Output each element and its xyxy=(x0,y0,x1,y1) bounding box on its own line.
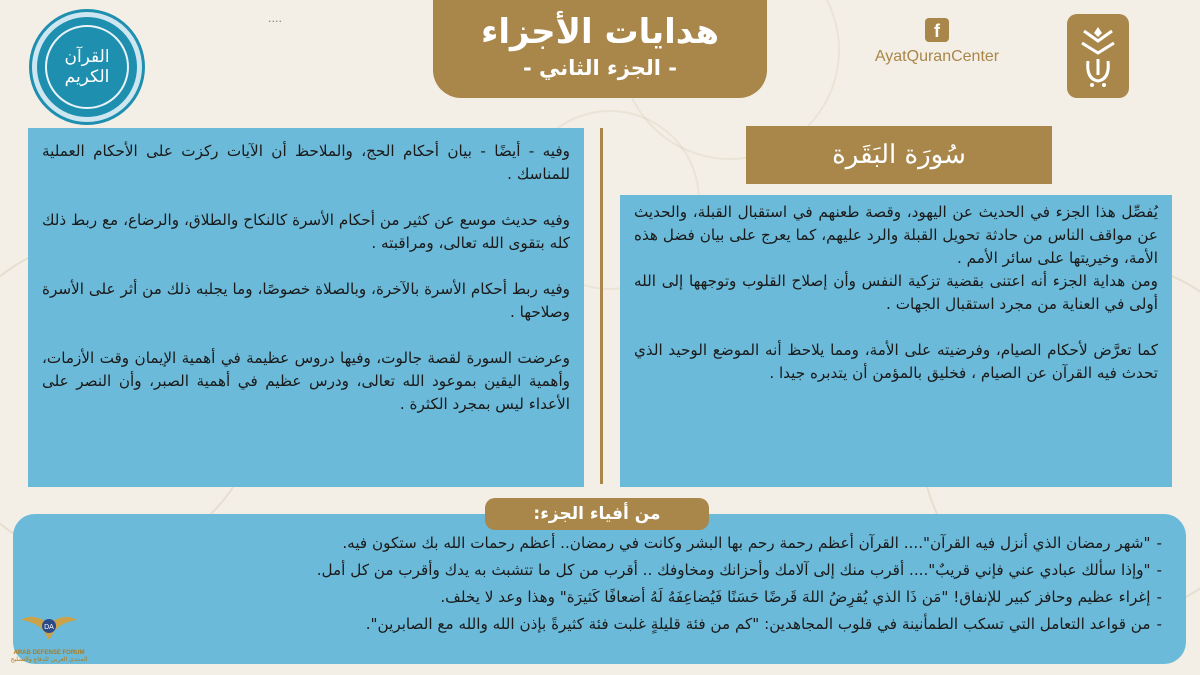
list-item xyxy=(37,586,1162,609)
left-paragraph: وفيه حديث موسع عن كثير من أحكام الأسرة كالنكاح والطلاق، والرضاع، مع ربط ذلك كله بتقوى الله تعالى، ومراقبته . xyxy=(42,211,570,252)
bullet: - xyxy=(1156,615,1162,633)
forum-watermark-icon xyxy=(8,606,90,672)
highlights-list xyxy=(37,532,1162,636)
quran-emblem-icon xyxy=(32,12,142,122)
right-paragraph: يُفصِّل هذا الجزء في الحديث عن اليهود، وقصة طعنهم في استقبال القبلة، والحديث عن مواقف الناس من حادثة تحويل القبلة والرد عليهم، كما يعرج على بيان فضل هذه الأمة، وخيريتها على سائر الأمم . xyxy=(634,203,1158,267)
watermark-line2: المنتدى العربي للدفاع والتسليح xyxy=(10,656,88,663)
facebook-handle[interactable]: AyatQuranCenter xyxy=(874,48,1000,65)
column-divider xyxy=(600,128,603,484)
list-item-text: "شهر رمضان الذي أنزل فيه القرآن".... القرآن أعظم رحمة رحم بها البشر وكانت في رمضان.. أعظم رحمات الله بك ستكون فيه. xyxy=(342,534,1151,552)
left-paragraph: وعرضت السورة لقصة جالوت، وفيها دروس عظيمة في أهمية الإيمان وقت الأزمات، وأهمية اليقين بموعود الله تعالى، ودرس عظيم في أهمية الصبر، وأن النصر على الأعداء ليس بمجرد الكثرة . xyxy=(42,349,570,413)
highlights-label: من أفياء الجزء: xyxy=(485,498,709,530)
stray-text: .... xyxy=(268,12,282,25)
left-content-box xyxy=(28,128,584,487)
list-item xyxy=(37,559,1162,582)
right-content-box xyxy=(620,195,1172,487)
list-item xyxy=(37,613,1162,636)
page-title: هدايات الأجزاء xyxy=(480,12,720,52)
bullet: - xyxy=(1156,534,1162,552)
list-item-text: من قواعد التعامل التي تسكب الطمأنينة في قلوب المجاهدين: "كم من فئة قليلةٍ غلبت فئة كثيرةً بإذن الله والله مع الصابرين". xyxy=(365,615,1151,633)
highlights-box xyxy=(13,514,1186,664)
center-logo-icon xyxy=(1067,14,1129,98)
bullet: - xyxy=(1156,561,1162,579)
list-item-text: إغراء عظيم وحافز كبير للإنفاق! "مَن ذَا الذي يُقرِضُ اللهَ قَرضًا حَسَنًا فَيُضاعِفَهُ لَهُ أضعافًا كَثيرَة" وهذا وعد لا يخلف. xyxy=(440,588,1151,606)
right-paragraph: ومن هداية الجزء أنه اعتنى بقضية تزكية النفس وأن إصلاح القلوب وتوجهها إلى الله أولى في العناية من مجرد استقبال الجهات . xyxy=(634,272,1158,313)
book-logo-icon xyxy=(1076,23,1120,89)
bullet: - xyxy=(1156,588,1162,606)
left-paragraph: وفيه ربط أحكام الأسرة بالآخرة، وبالصلاة خصوصًا، وما يجلبه ذلك من أثر على الأسرة وصلاحها . xyxy=(42,280,570,321)
title-banner xyxy=(433,0,767,98)
right-paragraph: كما تعرَّض لأحكام الصيام، وفرضيته على الأمة، ومما يلاحظ أنه الموضع الوحيد الذي تحدث فيه القرآن عن الصيام ، فخليق بالمؤمن أن يتدبره جيدا . xyxy=(634,341,1158,382)
page-subtitle: - الجزء الثاني - xyxy=(522,56,678,80)
surah-title: سُورَة البَقَرة xyxy=(746,126,1052,184)
list-item xyxy=(37,532,1162,555)
left-paragraph: وفيه - أيضًا - بيان أحكام الحج، والملاحظ أن الآيات ركزت على الأحكام العملية للمناسك . xyxy=(42,142,570,183)
facebook-icon[interactable]: f xyxy=(925,18,949,42)
watermark-line1: ARAB DEFENSE FORUM xyxy=(13,650,85,656)
emblem-text: القرآن الكريم xyxy=(45,25,129,109)
eagle-icon xyxy=(19,606,79,646)
list-item-text: "وإذا سألك عبادي عني فإني قريبٌ".... أقرب منك إلى آلامك وأحزانك ومخاوفك .. أقرب من كل ما تتشبث به يدك وأقرب من كل أمل. xyxy=(316,561,1151,579)
watermark-badge: DA xyxy=(44,624,54,631)
